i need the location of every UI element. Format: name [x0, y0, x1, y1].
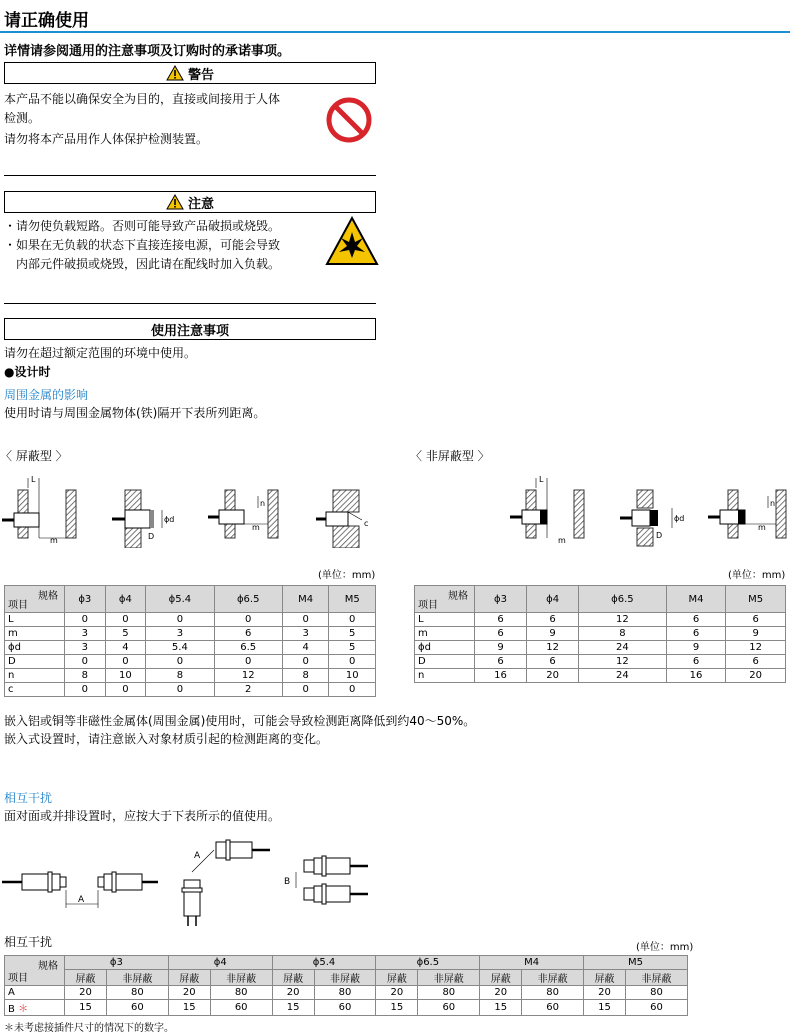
label-m: m: [50, 536, 58, 545]
intro-text: 详情请参阅通用的注意事项及订购时的承诺事项。: [4, 44, 291, 59]
shielded-diagrams: [0, 468, 400, 548]
table-cell: 16: [666, 669, 726, 683]
table-cell: 4: [105, 641, 146, 655]
item-label: 项目: [418, 600, 438, 611]
interference-title: 相互干扰: [4, 791, 53, 805]
group-header: M4: [480, 956, 584, 970]
table-cell: 6: [214, 627, 282, 641]
table-cell: 80: [314, 986, 376, 1000]
caution-triangle-icon: [166, 194, 184, 210]
page-title: 请正确使用: [4, 11, 89, 31]
table-cell: 6: [666, 655, 726, 669]
interference-table: [4, 955, 688, 1016]
table-cell: 5: [329, 641, 376, 655]
table-cell: 80: [625, 986, 687, 1000]
warning-line-3: 请勿将本产品用作人体保护检测装置。: [4, 132, 209, 146]
nonmagnetic-note: 嵌入铝或铜等非磁性金属体(周围金属)使用时，可能会导致检测距离降低到约40～50%。: [4, 714, 476, 728]
sub-header-cell: 屏蔽: [376, 970, 418, 986]
sub-header-cell: 屏蔽: [272, 970, 314, 986]
table-cell: 8: [579, 627, 667, 641]
table-cell: 12: [579, 655, 667, 669]
table-cell: 6: [475, 613, 527, 627]
table-cell: 60: [210, 1000, 272, 1016]
table-row: [415, 669, 786, 683]
table-cell: 10: [105, 669, 146, 683]
table-cell: 6: [527, 613, 579, 627]
label-n: n: [260, 499, 266, 508]
shielded-diagram-4: [316, 490, 368, 548]
table-cell: 0: [282, 655, 329, 669]
caution-heading: 注意: [187, 196, 214, 212]
spec-label: 规格: [448, 591, 468, 602]
table-row: [5, 655, 376, 669]
unshielded-diagram-1: [510, 475, 584, 545]
table-row: [415, 627, 786, 641]
title-underline: [0, 31, 790, 33]
table-cell: 0: [105, 683, 146, 697]
table-cell: 16: [475, 669, 527, 683]
table-cell: 3: [65, 627, 106, 641]
svg-text:B: B: [284, 877, 291, 887]
group-header: M5: [584, 956, 688, 970]
shielded-label: 〈 屏蔽型 〉: [0, 449, 68, 463]
table-cell: 0: [329, 613, 376, 627]
spec-label: 规格: [38, 591, 58, 602]
table-cell: 0: [329, 683, 376, 697]
table-cell: 0: [282, 683, 329, 697]
table-cell: 0: [214, 655, 282, 669]
svg-text:D: D: [656, 531, 663, 540]
svg-text:m: m: [558, 536, 566, 545]
group-header: ϕ6.5: [376, 956, 480, 970]
shielded-diagram-1: [2, 475, 76, 545]
svg-text:L: L: [539, 475, 544, 484]
footnote-mark: ＊: [18, 1004, 29, 1015]
table-cell: 3: [146, 627, 214, 641]
table-cell: 8: [65, 669, 106, 683]
table-cell: 6: [475, 655, 527, 669]
table-cell: 15: [272, 1000, 314, 1016]
table-cell: 20: [168, 986, 210, 1000]
table-cell: 0: [105, 655, 146, 669]
table-row: [415, 655, 786, 669]
sub-header-cell: 屏蔽: [168, 970, 210, 986]
table-row: [415, 613, 786, 627]
warning-triangle-icon: [166, 65, 184, 81]
label-L: L: [31, 475, 36, 484]
sub-header-cell: 非屏蔽: [625, 970, 687, 986]
usage-env-text: 请勿在超过额定范围的环境中使用。: [4, 346, 197, 360]
interference-desc: 面对面或并排设置时，应按大于下表所示的值使用。: [4, 809, 281, 823]
table-cell: 20: [65, 986, 107, 1000]
perpendicular-diagram: [182, 840, 270, 926]
col-header: ϕ6.5: [214, 586, 282, 613]
table-cell: 0: [65, 683, 106, 697]
caution-line-3: 内部元件破损或烧毁，因此请在配线时加入负载。: [16, 257, 281, 271]
table-row: [5, 669, 376, 683]
unshielded-unit: (单位：mm): [728, 570, 786, 581]
caution-heading-box: [4, 191, 376, 213]
svg-text:m: m: [252, 523, 260, 532]
row-label: D: [415, 655, 475, 669]
table-cell: 10: [329, 669, 376, 683]
sub-header-cell: 非屏蔽: [418, 970, 480, 986]
row-label: L: [5, 613, 65, 627]
sub-header-cell: 非屏蔽: [106, 970, 168, 986]
sub-header-cell: 屏蔽: [584, 970, 626, 986]
table-row: [5, 613, 376, 627]
shielded-table: [4, 585, 376, 697]
shielded-table-header: [5, 586, 376, 613]
table-row: [5, 986, 688, 1000]
caution-line-2: ・如果在无负载的状态下直接连接电源，可能会导致: [4, 238, 281, 252]
table-cell: 20: [584, 986, 626, 1000]
unshielded-diagram-2: [620, 490, 684, 546]
row-label: D: [5, 655, 65, 669]
interference-footnote: ＊未考虑接插件尺寸的情况下的数字。: [4, 1023, 174, 1034]
table-cell: 15: [584, 1000, 626, 1016]
table-cell: 60: [106, 1000, 168, 1016]
unshielded-diagram-3: [708, 490, 786, 538]
svg-text:n: n: [770, 499, 776, 508]
col-header: ϕ4: [527, 586, 579, 613]
table-cell: 6: [726, 655, 786, 669]
table-cell: 9: [527, 627, 579, 641]
table-cell: 0: [146, 655, 214, 669]
table-cell: 5: [329, 627, 376, 641]
table-cell: 0: [214, 613, 282, 627]
sub-header-cell: 非屏蔽: [522, 970, 584, 986]
table-cell: 8: [282, 669, 329, 683]
design-heading: ●设计时: [4, 365, 51, 379]
sub-header-cell: 非屏蔽: [210, 970, 272, 986]
metal-effect-title: 周围金属的影响: [4, 388, 89, 402]
svg-text:m: m: [758, 523, 766, 532]
col-header: ϕ3: [65, 586, 106, 613]
side-by-side-diagram: [284, 856, 368, 904]
shielded-diagram-2: [112, 490, 174, 548]
usage-heading-box: [4, 318, 376, 340]
table-cell: 12: [214, 669, 282, 683]
embedding-note: 嵌入式设置时，请注意嵌入对象材质引起的检测距离的变化。: [4, 732, 329, 746]
table-row: [5, 683, 376, 697]
table-cell: 60: [625, 1000, 687, 1016]
table-cell: 0: [65, 655, 106, 669]
interference-diagrams: [0, 832, 400, 927]
table-row: [5, 1000, 688, 1016]
item-label: 项目: [8, 973, 28, 984]
row-label: m: [415, 627, 475, 641]
col-header: ϕ6.5: [579, 586, 667, 613]
sub-header-cell: 屏蔽: [480, 970, 522, 986]
table-row: [5, 641, 376, 655]
item-label: 项目: [8, 600, 28, 611]
table-cell: 9: [726, 627, 786, 641]
table-cell: 0: [329, 655, 376, 669]
interference-table-title: 相互干扰: [4, 935, 53, 949]
table-cell: 80: [418, 986, 480, 1000]
table-cell: 60: [418, 1000, 480, 1016]
table-cell: 0: [65, 613, 106, 627]
table-row: [5, 627, 376, 641]
table-cell: 0: [105, 613, 146, 627]
table-cell: 12: [579, 613, 667, 627]
row-label: m: [5, 627, 65, 641]
table-cell: 4: [282, 641, 329, 655]
table-cell: 15: [376, 1000, 418, 1016]
table-cell: 9: [475, 641, 527, 655]
table-cell: 5: [105, 627, 146, 641]
interference-sub-header: [5, 970, 688, 986]
svg-text:A: A: [78, 895, 85, 905]
warning-heading: 警告: [187, 67, 214, 83]
col-header: M5: [726, 586, 786, 613]
table-cell: 20: [527, 669, 579, 683]
table-cell: 6: [726, 613, 786, 627]
table-cell: 6: [475, 627, 527, 641]
table-cell: 6: [666, 627, 726, 641]
face-to-face-diagram: [2, 872, 158, 908]
label-D: D: [148, 532, 155, 541]
warning-line-2: 检测。: [4, 111, 41, 125]
label-d: ϕd: [164, 515, 175, 524]
row-label: ϕd: [5, 641, 65, 655]
shielded-unit: (单位：mm): [318, 570, 376, 581]
group-header: ϕ3: [65, 956, 169, 970]
table-cell: 15: [168, 1000, 210, 1016]
metal-effect-desc: 使用时请与周围金属物体(铁)隔开下表所列距离。: [4, 406, 266, 420]
table-cell: 12: [527, 641, 579, 655]
table-cell: 2: [214, 683, 282, 697]
col-header: ϕ5.4: [146, 586, 214, 613]
table-cell: 5.4: [146, 641, 214, 655]
row-label: ϕd: [415, 641, 475, 655]
table-cell: 9: [666, 641, 726, 655]
group-header: ϕ5.4: [272, 956, 376, 970]
warning-separator: [4, 175, 376, 176]
interference-group-header: [5, 956, 688, 970]
table-cell: 20: [480, 986, 522, 1000]
table-cell: 15: [65, 1000, 107, 1016]
table-cell: 3: [282, 627, 329, 641]
shielded-diagram-3: [208, 490, 278, 538]
usage-heading: 使用注意事项: [150, 323, 229, 339]
svg-text:ϕd: ϕd: [674, 514, 685, 523]
table-cell: 60: [314, 1000, 376, 1016]
row-label: [5, 1000, 65, 1016]
unshielded-label: 〈 非屏蔽型 〉: [410, 449, 490, 463]
table-cell: 20: [272, 986, 314, 1000]
table-row: [415, 641, 786, 655]
table-cell: 80: [106, 986, 168, 1000]
table-cell: 15: [480, 1000, 522, 1016]
table-cell: 20: [376, 986, 418, 1000]
warning-line-1: 本产品不能以确保安全为目的，直接或间接用于人体: [4, 92, 281, 106]
col-header: ϕ4: [105, 586, 146, 613]
table-cell: 8: [146, 669, 214, 683]
table-corner: [5, 586, 65, 613]
spec-label: 规格: [38, 961, 58, 972]
table-cell: 60: [522, 1000, 584, 1016]
row-label: A: [5, 986, 65, 1000]
group-header: ϕ4: [168, 956, 272, 970]
table-cell: 3: [65, 641, 106, 655]
explosion-hazard-icon: [325, 216, 379, 266]
row-b-label: B: [8, 1004, 15, 1015]
table-cell: 12: [726, 641, 786, 655]
interference-unit: (单位：mm): [636, 942, 694, 953]
table-cell: 6: [666, 613, 726, 627]
label-c: c: [364, 519, 369, 528]
table-corner: [5, 956, 65, 986]
col-header: M4: [282, 586, 329, 613]
unshielded-diagrams: [500, 468, 790, 548]
caution-separator: [4, 303, 376, 304]
table-cell: 0: [146, 683, 214, 697]
sub-header-cell: 屏蔽: [65, 970, 107, 986]
table-cell: 0: [282, 613, 329, 627]
warning-heading-box: [4, 62, 376, 84]
table-corner: [415, 586, 475, 613]
table-cell: 6: [527, 655, 579, 669]
table-cell: 20: [726, 669, 786, 683]
col-header: ϕ3: [475, 586, 527, 613]
svg-text:A: A: [194, 851, 201, 861]
table-cell: 6.5: [214, 641, 282, 655]
caution-line-1: ・请勿使负载短路。否则可能导致产品破损或烧毁。: [4, 219, 281, 233]
row-label: n: [415, 669, 475, 683]
prohibition-icon: [325, 96, 373, 144]
table-cell: 0: [146, 613, 214, 627]
table-cell: 80: [210, 986, 272, 1000]
table-cell: 24: [579, 641, 667, 655]
row-label: L: [415, 613, 475, 627]
table-cell: 80: [522, 986, 584, 1000]
unshielded-table-header: [415, 586, 786, 613]
row-label: n: [5, 669, 65, 683]
col-header: M4: [666, 586, 726, 613]
sub-header-cell: 非屏蔽: [314, 970, 376, 986]
unshielded-table: [414, 585, 786, 683]
table-cell: 24: [579, 669, 667, 683]
row-label: c: [5, 683, 65, 697]
col-header: M5: [329, 586, 376, 613]
